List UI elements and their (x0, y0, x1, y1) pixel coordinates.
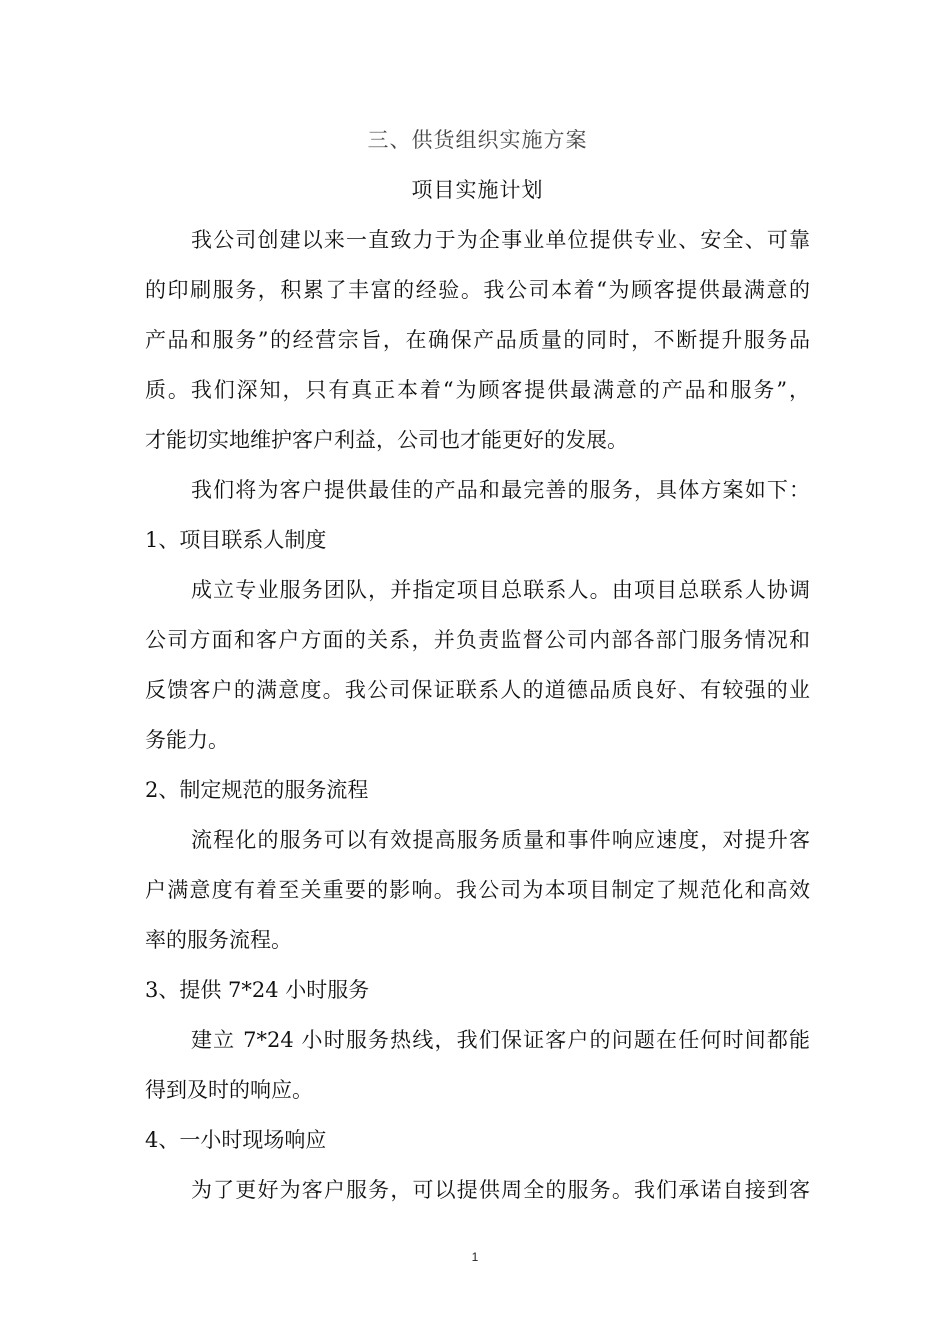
section-2 (145, 765, 810, 965)
section-heading: 3、提供 7*24 小时服务 (145, 978, 370, 1002)
paragraph-line: 为了更好为客户服务，可以提供周全的服务。我们承诺自接到客 (191, 1178, 810, 1202)
section-4 (145, 1115, 810, 1215)
document-body (145, 115, 810, 1215)
intro-paragraph (145, 215, 810, 465)
paragraph-line: 产品和服务”的经营宗旨，在确保产品质量的同时，不断提升服务品 (145, 328, 810, 352)
paragraph-line: 的印刷服务，积累了丰富的经验。我公司本着“为顾客提供最满意的 (145, 278, 810, 302)
section-heading: 4、一小时现场响应 (145, 1128, 327, 1152)
paragraph-line: 建立 7*24 小时服务热线，我们保证客户的问题在任何时间都能 (191, 1028, 810, 1052)
paragraph-line: 率的服务流程。 (145, 928, 292, 952)
document-subtitle: 项目实施计划 (411, 178, 544, 202)
paragraph-line: 才能切实地维护客户利益，公司也才能更好的发展。 (145, 428, 628, 452)
paragraph-line: 反馈客户的满意度。我公司保证联系人的道德品质良好、有较强的业 (145, 678, 810, 702)
paragraph-line: 户满意度有着至关重要的影响。我公司为本项目制定了规范化和高效 (145, 878, 810, 902)
page-number: 1 (471, 1250, 479, 1264)
paragraph-line: 得到及时的响应。 (145, 1078, 313, 1102)
lead-in-paragraph: 我们将为客户提供最佳的产品和最完善的服务，具体方案如下： (191, 478, 810, 502)
paragraph-line: 务能力。 (145, 728, 229, 752)
section-3 (145, 965, 810, 1115)
section-title: 三、供货组织实施方案 (367, 128, 588, 152)
paragraph-line: 成立专业服务团队，并指定项目总联系人。由项目总联系人协调 (191, 578, 810, 602)
section-1 (145, 515, 810, 765)
paragraph-line: 公司方面和客户方面的关系，并负责监督公司内部各部门服务情况和 (145, 628, 810, 652)
section-heading: 2、制定规范的服务流程 (145, 778, 369, 802)
paragraph-line: 质。我们深知，只有真正本着“为顾客提供最满意的产品和服务”， (145, 378, 810, 402)
section-heading: 1、项目联系人制度 (145, 528, 327, 552)
paragraph-line: 我公司创建以来一直致力于为企事业单位提供专业、安全、可靠 (191, 228, 810, 252)
paragraph-line: 流程化的服务可以有效提高服务质量和事件响应速度，对提升客 (191, 828, 810, 852)
